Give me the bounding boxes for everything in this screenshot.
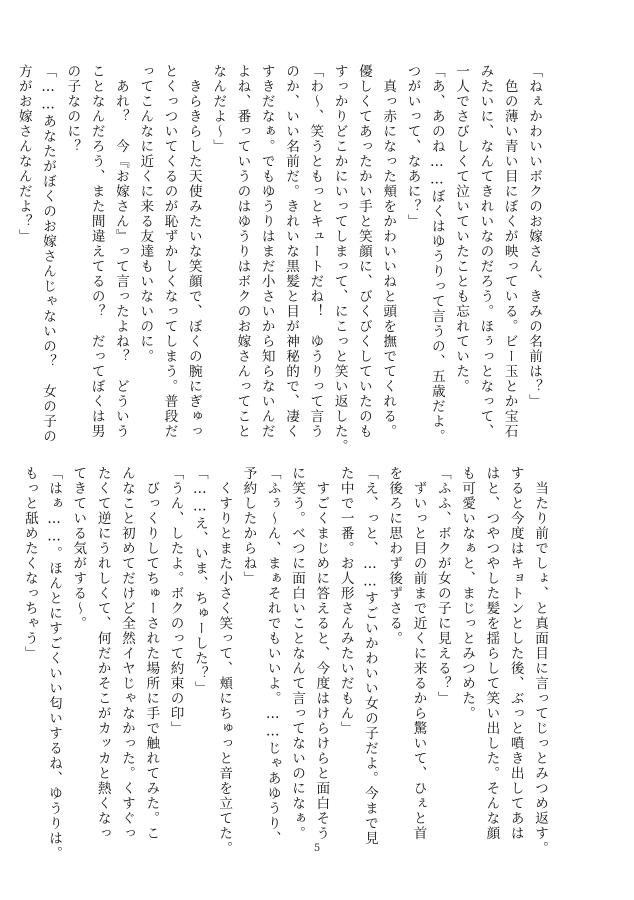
text-line: に笑う。べつに面白いことなんて言ってないのになぁ。 (289, 466, 306, 841)
text-line: つがいって、なあに？」 (404, 64, 421, 229)
text-line: 優しくてあったかい手と笑顔に、びくびくしていたのも (355, 64, 372, 439)
text-line: すきだなぁ。でもゆうりはまだ小さいから知らないんだ (258, 64, 275, 439)
text-line: 真っ赤になった頬をかわいいねと頭を撫でてくれる。 (380, 64, 397, 439)
text-line: のか、いい名前だ。きれいな黒髪と目が神秘的で、凄く (283, 64, 300, 439)
text-line: 予約したからね」 (240, 466, 257, 586)
text-line: とくっついてくるのが恥ずかしくなってしまう。普段だ (161, 64, 178, 439)
text-line: 一人でさびしくて泣いていたことも忘れていた。 (453, 64, 470, 394)
text-line: てきている気がする～。 (70, 466, 87, 631)
text-line: すると今度はキョトンとした後、ぶっと噴き出してあは (507, 466, 524, 841)
text-line: 当たり前でしょ、と真面目に言ってじっとみつめ返す。 (532, 466, 548, 856)
text-line: ってこんなに近くに来る友達もいないのに。 (137, 64, 154, 364)
text-line: 「え、っと、……すごいかわいい女の子だよ。今まで見 (361, 466, 378, 846)
top-text-column (15, 64, 546, 454)
text-line: きらきらした天使みたいな笑顔で、ぼくの腕にぎゅっ (185, 64, 202, 439)
bottom-text-column (21, 466, 552, 861)
text-line: も可愛いなぁと、まじっとみつめた。 (459, 466, 476, 721)
text-line: 「わ～、笑うともっとキュートだね！ ゆうりって言う (307, 64, 324, 439)
text-line: すごくまじめに答えると、今度はけらけらと面白そう (313, 466, 330, 841)
text-line: 「……あなたがぼくのお嫁さんじゃないの？ 女の子の (40, 64, 57, 444)
text-line: よね、番っていうのはゆうりはボクのお嫁さんってこと (234, 64, 251, 439)
text-line: くすりとまた小さく笑って、頬にちゅっと音を立てた。 (216, 466, 233, 856)
text-line: ことなんだろう、また間違えてるの？ だってぼくは男 (88, 64, 105, 439)
text-line: 「ふぅ～ん、まぁそれでもいいよ。……じゃあゆうり、 (264, 466, 281, 846)
text-line: もっと舐めたくなっちゃう」 (21, 466, 38, 661)
text-line: ずいっと目の前まで近くに来るから驚いて、ひぇと首 (410, 466, 427, 841)
text-line: 「……え、いま、ちゅーした？」 (191, 466, 208, 696)
text-line: なんだよ～」 (210, 64, 227, 154)
text-line: を後ろに思わず後ずさる。 (386, 466, 403, 646)
text-line: みたいに、なんてきれいなのだろう。ほぅっとなって、 (477, 64, 494, 439)
text-line: はと、つやつやした髪を揺らして笑い出した。そんな顔 (483, 466, 500, 841)
text-line: 「ねぇかわいいボクのお嫁さん、きみの名前は？」 (526, 64, 542, 409)
text-line: たくて逆にうれしくて、何だかそこがカッカと熱くなっ (94, 466, 111, 841)
text-line: んなこと初めてだけど全然イヤじゃなかった。くすぐっ (118, 466, 135, 841)
text-line: た中で一番。お人形さんみたいだもん」 (337, 466, 354, 736)
text-line: 色の薄い青い目にぼくが映っている。ビー玉とか宝石 (501, 64, 518, 439)
text-line: 方がお嫁さんなんだよ？」 (15, 64, 32, 244)
text-line: 「あ、あのね……ぼくはゆうりって言うの、五歳だよ。 (428, 64, 445, 444)
text-line: 「はぁ……。ほんとにすごくいい匂いするね、ゆうりは。 (46, 466, 63, 861)
text-line: の子なのに？ (64, 64, 81, 154)
page-number: 5 (313, 843, 321, 854)
text-line: あれ？ 今『お嫁さん』って言ったよね？ どういう (112, 64, 129, 439)
text-line: びっくりしてちゅーされた場所に手で触れてみた。こ (143, 466, 160, 841)
text-line: 「うん、したよ。ボクのって約束の印」 (167, 466, 184, 736)
text-line: すっかりどこかにいってしまって、にこっと笑い返した。 (331, 64, 348, 454)
text-line: 「ふふ、ボクが女の子に見える？」 (434, 466, 451, 706)
